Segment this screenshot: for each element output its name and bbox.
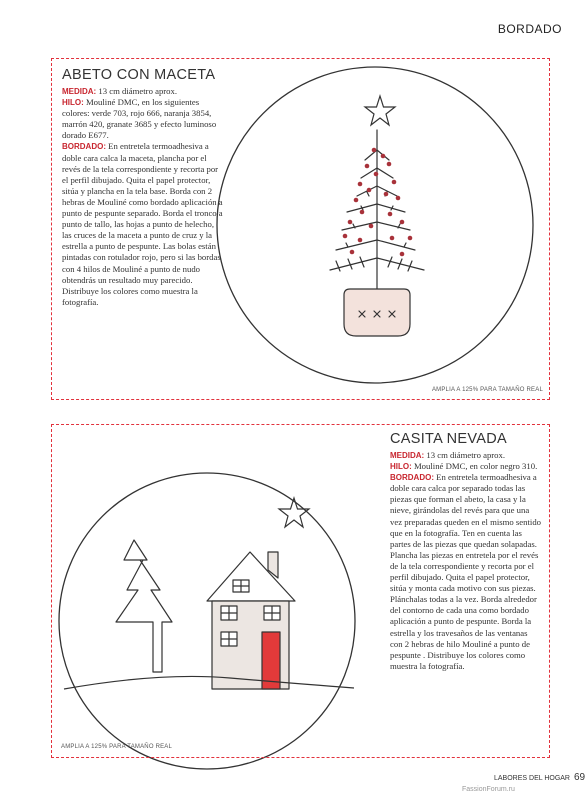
- bordado-value: En entretela termoadhesiva a doble cara calca por separado todas las piezas que forman el abeto, la casa y la nieve, girándolas del revés para que una vez preparadas queden en el mismo sentido que en la fotografía. Ten en cuenta las partes de las piezas que quedan solapadas. Plancha las piezas en entretela por el revés de la tela correspondiente y recorta por el perfil dibujado. Quita el papel protector, sitúa y monta cada motivo con sus piezas. Plánchalas todas a la vez. Borda alrededor del contorno de cada una como bordado aplicación a punto de pespunte. Borda la estrella y los travesaños de las ventanas con 2 hebras de hilo Mouliné a punto de pespunte . Distribuye los colores como muestra la fotografía.: [390, 472, 542, 671]
- hilo-value: Mouliné DMC, en los siguientes colores: verde 703, rojo 666, naranja 3854, marrón 420, granate 3685 y efecto luminoso dorado E677.: [62, 97, 217, 141]
- medida-value: 13 cm diámetro aprox.: [424, 450, 506, 460]
- watermark: FassionForum.ru: [462, 786, 515, 793]
- pattern-panel-casita: [51, 424, 550, 758]
- tree-icon: [330, 130, 424, 292]
- star-icon: [365, 96, 395, 125]
- pattern-title: ABETO CON MACETA: [62, 67, 216, 83]
- bordado-label: BORDADO:: [62, 142, 106, 152]
- page-number: 69: [573, 772, 586, 783]
- medida-label: MEDIDA:: [390, 451, 425, 460]
- bordado-label: BORDADO:: [390, 473, 434, 483]
- enlarge-note: AMPLIA A 125% PARA TAMAÑO REAL: [431, 387, 543, 393]
- flower-pot: [344, 289, 410, 336]
- pattern-title: CASITA NEVADA: [390, 431, 507, 447]
- medida-value: 13 cm diámetro aprox.: [96, 86, 178, 96]
- hilo-label: HILO:: [62, 98, 84, 108]
- enlarge-note: AMPLIA A 125% PARA TAMAÑO REAL: [61, 744, 173, 750]
- pattern-instructions: [390, 450, 542, 672]
- magazine-name: LABORES DEL HOGAR: [494, 775, 570, 782]
- hilo-value: Mouliné DMC, en color negro 310.: [411, 461, 538, 472]
- pattern-text-casita: [390, 431, 542, 672]
- section-tag: BORDADO: [497, 22, 562, 36]
- page-footer: [494, 772, 585, 783]
- hilo-label: HILO:: [390, 462, 412, 472]
- bordado-value: En entretela termoadhesiva a doble cara calca la maceta, plancha por el revés de la tela correspondiente y recorta por el perfil dibujado. Quita el papel protector, sitúa y plancha en la tela base. Borda con 2 hebras de Mouliné como bordado aplicación a punto de pespunte separado. Borda el tronco a punto de tallo, las hojas a punto de helecho, las cruces de la maceta a punto de cruz y la estrella a punto de pespunte. Las bolas están pintadas con rotulador rojo, pero si las bordas con 4 hilos de Mouliné a punto de nudo obtendrás un resultado muy parecido. Distribuye los colores como muestra la fotografía.: [62, 141, 223, 307]
- medida-label: MEDIDA:: [62, 87, 97, 96]
